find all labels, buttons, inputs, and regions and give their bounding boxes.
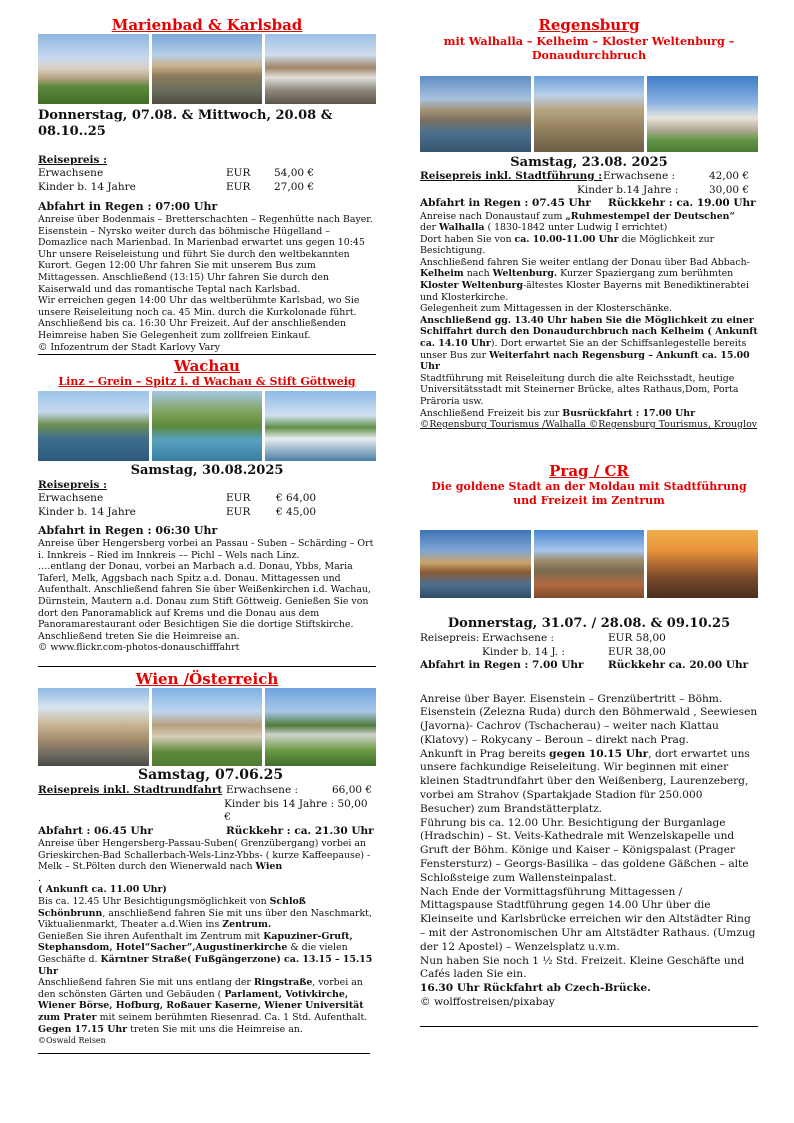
text: Weiterfahrt nach Regensburg – Ankunft ca. 15.00 Uhr (420, 349, 750, 373)
prag-return: Rückkehr ca. 20.00 Uhr (608, 659, 749, 671)
wachau-text-3: Anschließend treten Sie die Heimreise an. (38, 630, 240, 642)
text: Kloster Weltenburg (420, 280, 524, 292)
text: ca. 10.00-11.00 Uhr (514, 233, 619, 245)
wien-departure: Abfahrt : 06.45 Uhr (38, 824, 153, 837)
marienbad-price-label: Reisepreis : (38, 154, 107, 166)
text: Anschließend Freizeit bis zur (420, 407, 560, 419)
text: Gegen 17.15 Uhr (38, 1023, 128, 1035)
wachau-price-child (38, 506, 376, 520)
price-value: EUR 58,00 (608, 632, 666, 644)
prag-subtitle: Die goldene Stadt an der Moldau mit Stadtführung und Freizeit im Zentrum (431, 480, 747, 507)
marienbad-credit: © Infozentrum der Stadt Karlovy Vary (38, 341, 220, 353)
regensburg-credit: ©Regensburg Tourismus /Walhalla ©Regensburg Tourismus, Krouglov (420, 419, 758, 431)
divider (38, 354, 376, 355)
wien-price-child (38, 798, 376, 825)
text: Ringstraße (253, 977, 313, 989)
wachau-departure: Abfahrt in Regen : 06:30 Uhr (38, 524, 218, 537)
marienbad-photos (38, 34, 376, 104)
prag-photo-2 (534, 530, 645, 598)
price-currency: EUR (226, 167, 251, 179)
regensburg-photo-1 (420, 76, 531, 152)
prag-times (420, 659, 758, 673)
wien-text-1 (38, 838, 376, 884)
prag-photo-3 (647, 530, 758, 598)
marienbad-title: Marienbad & Karlsbad (111, 16, 303, 34)
wachau-price-adult (38, 492, 376, 506)
marienbad-text-2: Wir erreichen gegen 14:00 Uhr das weltberühmte Karlsbad, wo Sie unsere Reiseleitung noch ca. 45 Min. durch die Kurkolonade führt. Anschließend bis ca. 16:30 Uhr Freizeit. Auf der anschließenden Heimreise haben Sie Gelegenheit zum zollfreien Einkauf. (38, 295, 360, 341)
text: ( 1830-1842 unter Ludwig I errichtet) (487, 222, 668, 234)
wachau-subtitle: Linz – Grein – Spitz i. d Wachau & Stift Göttweig (58, 375, 356, 388)
wachau-date: Samstag, 30.08.2025 (130, 463, 284, 478)
text: . (38, 872, 41, 884)
wachau-price-label: Reisepreis : (38, 479, 107, 491)
wien-price-label: Reisepreis inkl. Stadtrundfahrt (38, 784, 223, 796)
marienbad-photo-1 (38, 34, 149, 104)
marienbad-text: Anreise über Bodenmais – Bretterschachten – Regenhütte nach Bayer. Eisenstein – Nyrsko weiter durch das böhmische Hügelland – Domazlice nach Marienbad. In Marienbad erwartet uns gegen 10:45 Uhr unsere Reiseleistung und führt Sie durch den weltbekannten Kurort. Gegen 12:00 Uhr fahren Sie mit unserem Bus zum Mittagessen. Anschließend (13:15) Uhr fahren Sie durch den Kaiserwald und das romantische Teptal nach Karlsbad. (38, 214, 373, 295)
prag-text-6: 16.30 Uhr Rückfahrt ab Czech-Brücke. (420, 982, 651, 995)
wien-date: Samstag, 07.06.25 (138, 767, 284, 783)
price-label: Erwachsene : (482, 632, 555, 644)
wien-times (38, 825, 376, 839)
wachau-photo-2 (152, 391, 263, 461)
text: , anschließend fahren Sie mit uns über den Naschmarkt, Viktualienmarkt, Theater a.d.Wien ins (38, 907, 372, 931)
prag-price-child (420, 646, 758, 660)
wien-text-3 (38, 896, 376, 931)
wachau-credit: © www.flickr.com-photos-donauschifffahrt (38, 642, 240, 654)
wachau-photos (38, 391, 376, 461)
regensburg-price-child (420, 184, 758, 198)
wien-price-adult (38, 784, 376, 798)
price-label: Erwachsene : (226, 784, 299, 796)
marienbad-departure: Abfahrt in Regen : 07:00 Uhr (38, 200, 218, 213)
prag-price-label: Reisepreis: (420, 632, 480, 644)
price-value: 66,00 € (332, 784, 373, 796)
regensburg-date: Samstag, 23.08. 2025 (510, 155, 668, 170)
text: der (420, 222, 437, 234)
marienbad-price-adult (38, 167, 376, 181)
text: mit seinem berühmten Riesenrad. Ca. 1 Std. Aufenthalt. (99, 1011, 368, 1023)
wien-photo-3 (265, 688, 376, 766)
regensburg-text-6 (420, 315, 758, 373)
marienbad-section (38, 16, 376, 353)
wachau-photo-1 (38, 391, 149, 461)
price-value: EUR 38,00 (608, 645, 666, 658)
text: Kapuziner-Gruft, Stephansdom, Hotel“Sacher”,Augustinerkirche (38, 930, 353, 954)
text: Walhalla (439, 222, 485, 234)
text: Bis ca. 12.45 Uhr Besichtigungsmöglichkeit von (38, 895, 267, 907)
wachau-text-2: ….entlang der Donau, vorbei an Marbach a.d. Donau, Ybbs, Maria Taferl, Melk, Aggsbach nach Spitz a.d. Donau. Mittagessen und Aufenthalt. Anschließend fahren Sie über Weißenkirchen i.d. Wachau, Dürnstein, Mautern a.d. Donau zum Stift Göttweig. Genießen Sie von dort den Panoramablick auf Krems und die Donau aus dem Panoramarestaurant oder Besichtigen Sie die dortige Stiftskirche. (38, 561, 371, 631)
marienbad-photo-2 (152, 34, 263, 104)
regensburg-text-8 (420, 408, 758, 420)
text: die Möglichkeit zur Besichtigung. (420, 233, 715, 257)
price-label: Erwachsene : (603, 170, 676, 182)
prag-text-1: Anreise über Bayer. Eisenstein – Grenzübertritt – Böhm. Eisenstein (Zelezna Ruda) durch den Böhmerwald , Seewiesen (Javorna)- Cachrov (Tschacherau) – weiter nach Klattau (Klatovy) – Rokycany – Beroun – direkt nach Prag. (420, 692, 758, 746)
wien-text-4 (38, 931, 376, 977)
price-label: Kinder b. 14 J. : (482, 645, 565, 658)
regensburg-text-7: Stadtführung mit Reiseleitung durch die alte Reichsstadt, heutige Universitätsstadt mit Steinerner Brücke, altes Rathaus,Dom, Porta Präroria usw. (420, 372, 739, 407)
text: Parlament, Votivkirche, Wiener Börse, Hofburg, Roßauer Kaserne, Wiener Universität zum Prater (38, 988, 364, 1023)
wien-photos (38, 688, 376, 766)
prag-price-adult (420, 632, 758, 646)
prag-text-2 (420, 748, 758, 817)
price-label: Kinder b.14 Jahre : (577, 183, 679, 196)
wien-title: Wien /Österreich (135, 670, 279, 688)
subtitle-text: mit Walhalla – Kelheim – Kloster Weltenburg – Donaudurchbruch (443, 34, 735, 62)
prag-date: Donnerstag, 31.07. / 28.08. & 09.10.25 (447, 616, 731, 631)
price-label: Kinder b. 14 Jahre (38, 505, 136, 518)
text: ). Dort erwartet Sie an der Schiffsanlegestelle bereits unser Bus zur (420, 338, 747, 361)
regensburg-text-5: Gelegenheit zum Mittagessen in der Klosterschänke. (420, 303, 673, 315)
text: treten Sie mit uns die Heimreise an. (130, 1023, 303, 1035)
text: Weltenburg. (492, 268, 558, 280)
text: Kelheim (420, 268, 464, 280)
prag-credit: © wolffostreisen/pixabay (420, 996, 555, 1009)
price-value: 54,00 € (274, 167, 315, 179)
wachau-title: Wachau (174, 357, 240, 375)
regensburg-section (420, 16, 758, 431)
regensburg-photos (420, 76, 758, 152)
text: nach (466, 268, 490, 280)
regensburg-photo-2 (534, 76, 645, 152)
prag-section (420, 462, 758, 1010)
regensburg-return: Rückkehr : ca. 19.00 Uhr (608, 197, 756, 209)
text: Anreise nach Donaustauf zum (420, 210, 563, 222)
text: Kurzer Spaziergang zum berühmten (560, 268, 734, 280)
divider (38, 666, 376, 667)
wien-photo-1 (38, 688, 149, 766)
text: , dort erwartet uns unsere fachkundige Reiseleitung. Wir beginnen mit einer kleinen Stadtrundfahrt über den Weißenberg, Laurenzeberg, vorbei am Strahov (Spartakjade Stadion für 250.000 Besucher) zum Brandstätterplatz. (420, 747, 750, 815)
text: , vorbei an den schönsten Gärten und Gebäuden ( (38, 977, 363, 1000)
price-value: 27,00 € (274, 180, 315, 193)
price-child: Kinder bis 14 Jahre : 50,00 € (224, 797, 368, 823)
regensburg-title: Regensburg (538, 16, 640, 34)
text: gegen 10.15 Uhr (549, 747, 649, 760)
text: & die vielen Geschäfte d. (38, 942, 348, 965)
text: Schloß Schönbrunn (38, 895, 306, 919)
text: „Ruhmestempel der Deutschen“ (565, 210, 735, 222)
marienbad-photo-3 (265, 34, 376, 104)
text: Kärntner Straße( Fußgängerzone) ca. 13.15 – 15.15 Uhr (38, 953, 373, 977)
prag-photo-1 (420, 530, 531, 598)
wien-text-2: ( Ankunft ca. 11.00 Uhr) (38, 884, 167, 896)
text: Anschließend fahren Sie weiter entlang der Donau über Bad Abbach- (420, 256, 750, 268)
price-label: Kinder b. 14 Jahre (38, 180, 136, 193)
text: Anreise über Hengersberg-Passau-Suben( Grenzübergang) vorbei an Grieskirchen-Bad Schallerbach-Wels-Linz-Ybbs- ( kurze Kaffeepause) -Melk – St.Pölten durch den Wienerwald nach (38, 838, 371, 873)
wien-text-5 (38, 977, 376, 1023)
regensburg-price-adult (420, 170, 758, 184)
regensburg-text-3 (420, 234, 758, 257)
wien-return: Rückkehr : ca. 21.30 Uhr (226, 824, 374, 837)
prag-title: Prag / CR (549, 462, 629, 480)
prag-text-5: Nun haben Sie noch 1 ½ Std. Freizeit. Kleine Geschäfte und Cafés laden Sie ein. (420, 954, 745, 981)
marienbad-price-child (38, 181, 376, 195)
prag-photos (420, 530, 758, 598)
price-currency: EUR (226, 492, 251, 504)
price-currency: EUR (226, 180, 251, 193)
regensburg-times (420, 197, 758, 211)
wachau-photo-3 (265, 391, 376, 461)
text: -ältestes Kloster Bayerns mit Benediktinerabtei und Klosterkirche. (420, 280, 749, 303)
regensburg-departure: Abfahrt in Regen : 07.45 Uhr (420, 197, 591, 209)
price-value: € 45,00 (276, 505, 317, 518)
wien-photo-2 (152, 688, 263, 766)
text: Genießen Sie ihren Aufenthalt im Zentrum mit (38, 930, 261, 942)
regensburg-text-2 (420, 222, 758, 234)
price-label: Erwachsene (38, 492, 104, 504)
text: Dort haben Sie von (420, 233, 512, 245)
divider (38, 1053, 370, 1054)
text: Zentrum. (222, 919, 272, 931)
price-label: Erwachsene (38, 167, 104, 179)
prag-departure: Abfahrt in Regen : 7.00 Uhr (420, 659, 584, 671)
regensburg-price-label: Reisepreis inkl. Stadtführung : (420, 170, 603, 182)
text: Ankunft in Prag bereits (420, 747, 546, 760)
price-currency: EUR (226, 505, 251, 518)
divider (420, 1026, 758, 1027)
regensburg-photo-3 (647, 76, 758, 152)
text: Wien (255, 861, 283, 873)
price-value: 42,00 € (709, 170, 750, 182)
price-value: € 64,00 (276, 492, 317, 504)
marienbad-date: Donnerstag, 07.08. & Mittwoch, 20.08 & 08.10..25 (38, 108, 333, 139)
regensburg-text-4 (420, 257, 758, 303)
wien-credit: ©Oswald Reisen (38, 1036, 106, 1046)
prag-text-3: Führung bis ca. 12.00 Uhr. Besichtigung der Burganlage (Hradschin) – St. Veits-Kathedrale mit Wenzelskapelle und Gruft der Böhm. Könige und Kaiser – Königspalast (Prager Fenstersturz) – Georgs-Basilika – das goldene Gäßchen – alte Schloßsteige zum Wallensteinpalast. (420, 816, 749, 884)
text: Anschließend gg. 13.40 Uhr haben Sie die Möglichkeit zu einer Schiffahrt durch den Donaudurchbruch nach Kelheim ( Ankunft ca. 14.10 Uhr (420, 314, 758, 350)
wien-text-6 (38, 1024, 376, 1036)
wien-section (38, 670, 376, 1046)
text: Busrückfahrt : 17.00 Uhr (562, 407, 696, 419)
regensburg-text-1 (420, 211, 758, 223)
wachau-section (38, 357, 376, 654)
wachau-text: Anreise über Hengersberg vorbei an Passau - Suben – Schärding – Ort i. Innkreis – Ried im Innkreis –– Pichl – Wels nach Linz. (38, 538, 374, 561)
regensburg-subtitle (420, 34, 758, 62)
text: Anschließend fahren Sie mit uns entlang der (38, 977, 251, 989)
prag-text-4: Nach Ende der Vormittagsführung Mittagessen / Mittagspause Stadtführung gegen 14.00 Uhr über die Kleinseite und Karlsbrücke erreichen wir den Altstädter Ring – mit der Astronomischen Uhr am Altstädter Rathaus. (Umzug der 12 Apostel) – Wenzelsplatz u.v.m. (420, 885, 756, 953)
price-value: 30,00 € (709, 183, 750, 196)
